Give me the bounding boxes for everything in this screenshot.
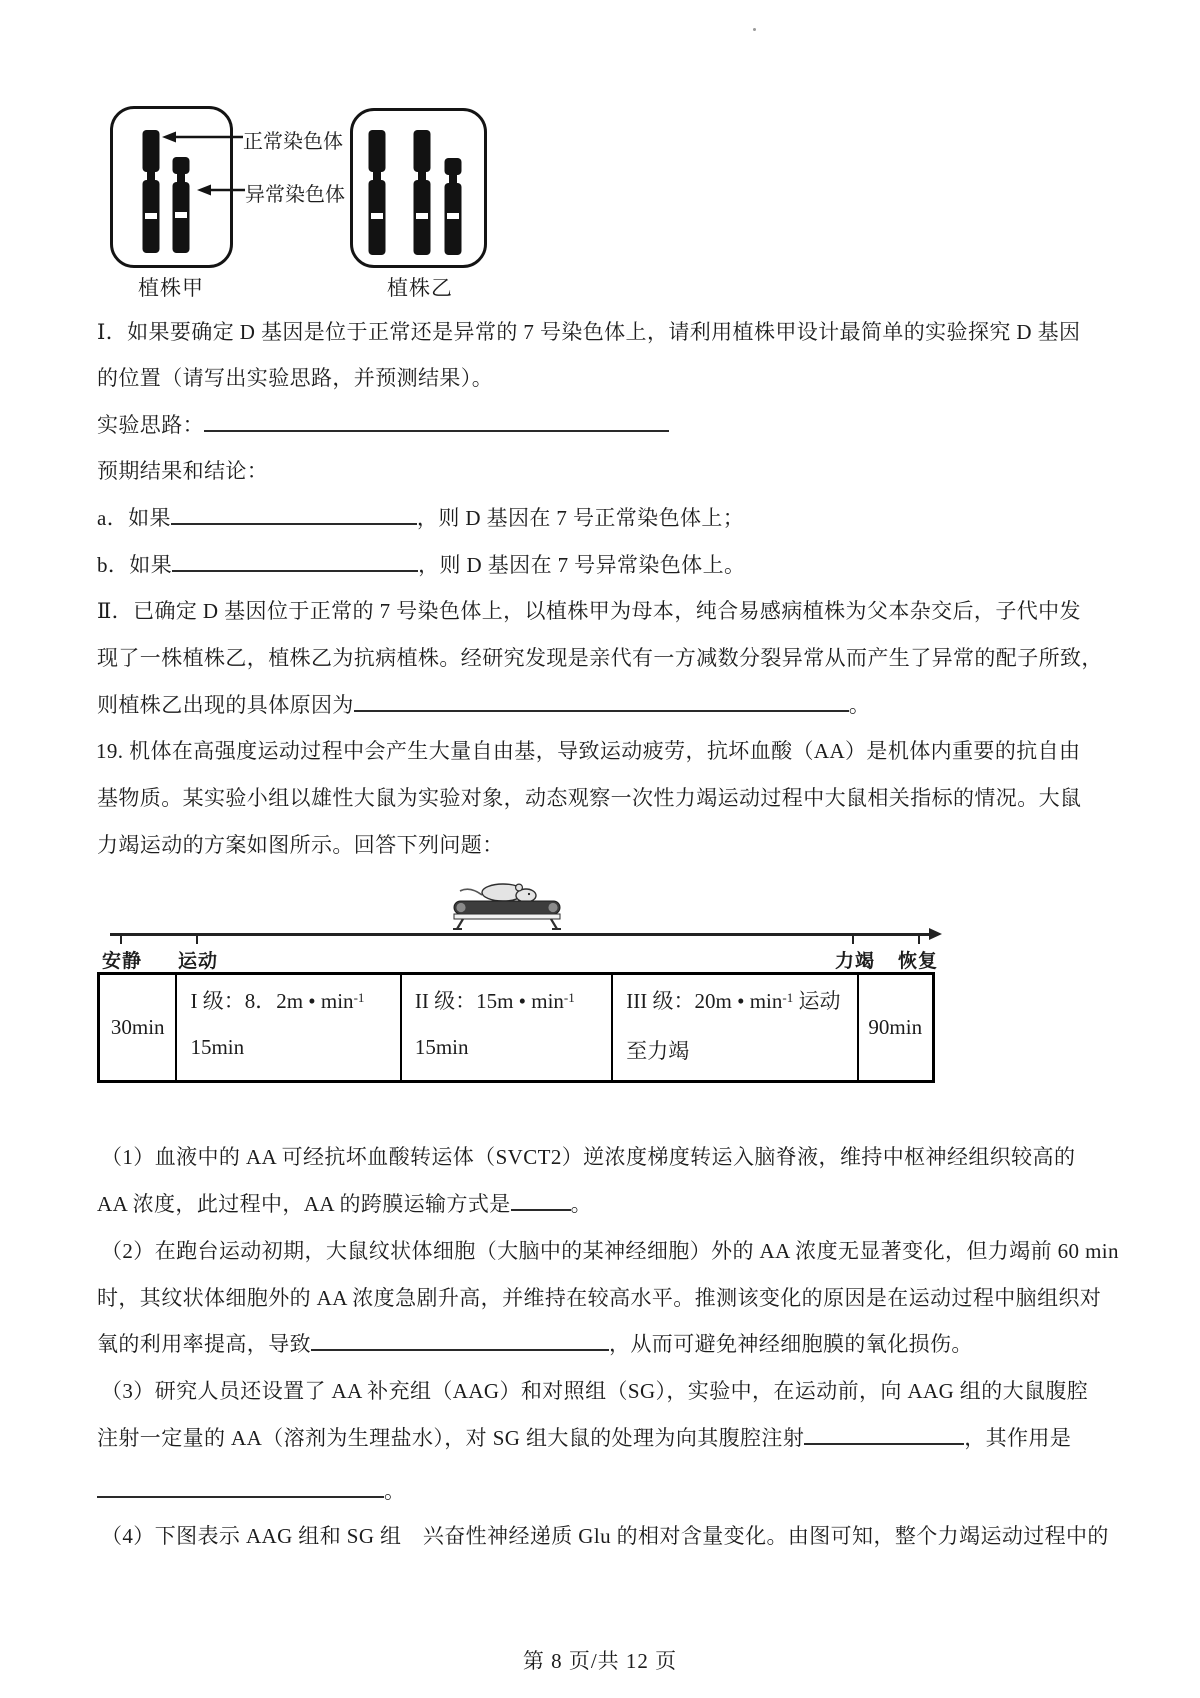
reason-blank — [354, 691, 849, 712]
q18-item-b — [97, 551, 745, 579]
q18-expect-label: 预期结果和结论： — [97, 459, 269, 483]
normal-chromosome-label: 正常染色体 — [243, 131, 343, 153]
reason-prefix: 则植株乙出现的具体原因为 — [97, 693, 354, 717]
q19-intro-line1: 19. 机体在高强度运动过程中会产生大量自由基，导致运动疲劳，抗坏血酸（AA）是机体内重要的抗自由 — [96, 739, 1081, 763]
q18-item-a — [97, 504, 744, 532]
timeline-label-exercise: 运动 — [178, 951, 219, 972]
q18-part2-line3 — [97, 691, 870, 719]
q3-answer-blank — [804, 1424, 964, 1445]
q19-2-line1: （2）在跑台运动初期，大鼠纹状体细胞（大脑中的某神经细胞）外的 AA 浓度无显著变化，但力竭前 60 min — [101, 1239, 1119, 1263]
stage1-speed: I 级：8．2m • $\min^{-1}$ — [190, 989, 365, 1013]
item-a-suffix: ，则 D 基因在 7 号正常染色体上； — [416, 506, 745, 530]
treadmill-belt — [454, 901, 560, 914]
callout-arrows — [150, 120, 250, 205]
stage2-speed: II 级：15m • $\min^{-1}$ — [414, 989, 575, 1013]
timeline-axis — [110, 933, 932, 936]
chromosome-plant-b-3 — [444, 158, 462, 255]
q19-2-line3 — [97, 1330, 973, 1358]
item-b-suffix: ，则 D 基因在 7 号异常染色体上。 — [418, 553, 746, 577]
page-number-indicator: 第 8 页/共 12 页 — [522, 1649, 678, 1673]
table-cell-stage2 — [400, 975, 611, 1080]
plant-a-label: 植株甲 — [138, 276, 204, 300]
stage3-speed-exponent: -1 — [782, 990, 794, 1005]
idea-label: 实验思路： — [97, 413, 204, 437]
q3-purpose-blank — [97, 1477, 384, 1498]
timeline-label-recovery: 恢复 — [898, 951, 939, 972]
protocol-table — [97, 972, 935, 1083]
table-cell-stage1 — [175, 975, 399, 1080]
chromosome-plant-b-2 — [413, 130, 431, 255]
q19-4-line1: （4）下图表示 AAG 组和 SG 组 兴奋性神经递质 Glu 的相对含量变化。由图可知，整个力竭运动过程中的 — [101, 1524, 1109, 1548]
q18-part1-line2: 的位置（请写出实验思路，并预测结果）。 — [97, 366, 494, 390]
q1-prefix: AA 浓度，此过程中，AA 的跨膜运输方式是 — [97, 1192, 511, 1216]
table-cell-stage3 — [611, 975, 856, 1080]
stage2-speed-exponent: -1 — [563, 990, 575, 1005]
timeline-tick-rest — [120, 934, 122, 944]
rat-tail — [460, 889, 482, 895]
timeline-arrowhead-icon — [929, 928, 942, 940]
q19-intro-line2: 基物质。某实验小组以雄性大鼠为实验对象，动态观察一次性力竭运动过程中大鼠相关指标的情况。大鼠 — [97, 786, 1082, 810]
q18-part1-line1: Ⅰ．如果要确定 D 基因是位于正常还是异常的 7 号染色体上，请利用植株甲设计最简单的实验探究 D 基因 — [97, 320, 1081, 344]
q2-prefix: 氧的利用率提高，导致 — [97, 1332, 311, 1356]
table-cell-recovery-duration: 90min — [857, 975, 932, 1080]
normal-arrow-head-icon — [162, 132, 176, 143]
scan-artifact-dot — [753, 28, 756, 31]
item-a-blank — [171, 504, 417, 525]
q19-3-line1: （3）研究人员还设置了 AA 补充组（AAG）和对照组（SG），实验中，在运动前，向 AAG 组的大鼠腹腔 — [101, 1379, 1089, 1403]
stage3-duration: 至力竭 — [626, 1039, 690, 1063]
timeline-label-exhaustion: 力竭 — [835, 951, 876, 972]
q18-idea-line — [97, 411, 669, 439]
timeline-tick-recovery — [918, 934, 920, 944]
rat-eye — [528, 893, 530, 895]
q1-answer-blank — [511, 1190, 571, 1211]
treadmill-roller-right — [548, 903, 557, 912]
q19-intro-line3: 力竭运动的方案如图所示。回答下列问题： — [97, 833, 504, 857]
timeline-tick-exhaustion — [852, 934, 854, 944]
timeline-tick-exercise — [196, 934, 198, 944]
q19-1-line1: （1）血液中的 AA 可经抗坏血酸转运体（SVCT2）逆浓度梯度转运入脑脊液，维持中枢神经组织较高的 — [101, 1145, 1076, 1169]
stage3-speed: III 级：20m • $\min^{-1}$ 运动 — [626, 989, 841, 1013]
rat-ear — [516, 884, 523, 891]
q2-suffix: ，从而可避免神经细胞膜的氧化损伤。 — [609, 1332, 973, 1356]
q19-1-line2 — [97, 1190, 592, 1218]
item-b-prefix: b．如果 — [97, 553, 173, 577]
q19-3-line3 — [97, 1477, 405, 1505]
q3-prefix: 注射一定量的 AA（溶剂为生理盐水），对 SG 组大鼠的处理为向其腹腔注射 — [97, 1426, 805, 1450]
idea-answer-blank — [204, 411, 669, 432]
table-cell-rest-duration: 30min — [110, 1015, 165, 1039]
q2-answer-blank — [311, 1330, 609, 1351]
q18-part2-line2: 现了一株植株乙，植株乙为抗病植株。经研究发现是亲代有一方减数分裂异常从而产生了异常的配子所致， — [97, 646, 1103, 670]
treadmill-roller-left — [456, 903, 465, 912]
stage2-duration: 15min — [414, 1035, 469, 1059]
stage1-speed-exponent: -1 — [353, 990, 365, 1005]
stage1-duration: 15min — [190, 1035, 245, 1059]
item-a-prefix: a．如果 — [97, 506, 171, 530]
q19-2-line2: 时，其纹状体细胞外的 AA 浓度急剧升高，并维持在较高水平。推测该变化的原因是在运动过程中脑组织对 — [97, 1286, 1102, 1310]
timeline-label-rest: 安静 — [102, 951, 143, 972]
q1-suffix: 。 — [570, 1192, 593, 1216]
rat-treadmill-illustration — [450, 880, 564, 930]
reason-suffix: 。 — [848, 693, 871, 717]
q3-suffix: ，其作用是 — [964, 1426, 1072, 1450]
abnormal-chromosome-label: 异常染色体 — [245, 184, 345, 206]
item-b-blank — [172, 551, 418, 572]
q19-3-line2 — [97, 1424, 1071, 1452]
chromosome-plant-b-1 — [368, 130, 386, 255]
q3-line3-suffix: 。 — [384, 1479, 406, 1503]
treadmill-legs — [457, 919, 557, 929]
treadmill-deck — [454, 914, 560, 919]
q18-part2-line1: Ⅱ．已确定 D 基因位于正常的 7 号染色体上，以植株甲为母本，纯合易感病植株为父本杂交后，子代中发 — [97, 599, 1081, 623]
plant-b-label: 植株乙 — [387, 276, 453, 300]
abnormal-arrow-head-icon — [197, 185, 211, 196]
